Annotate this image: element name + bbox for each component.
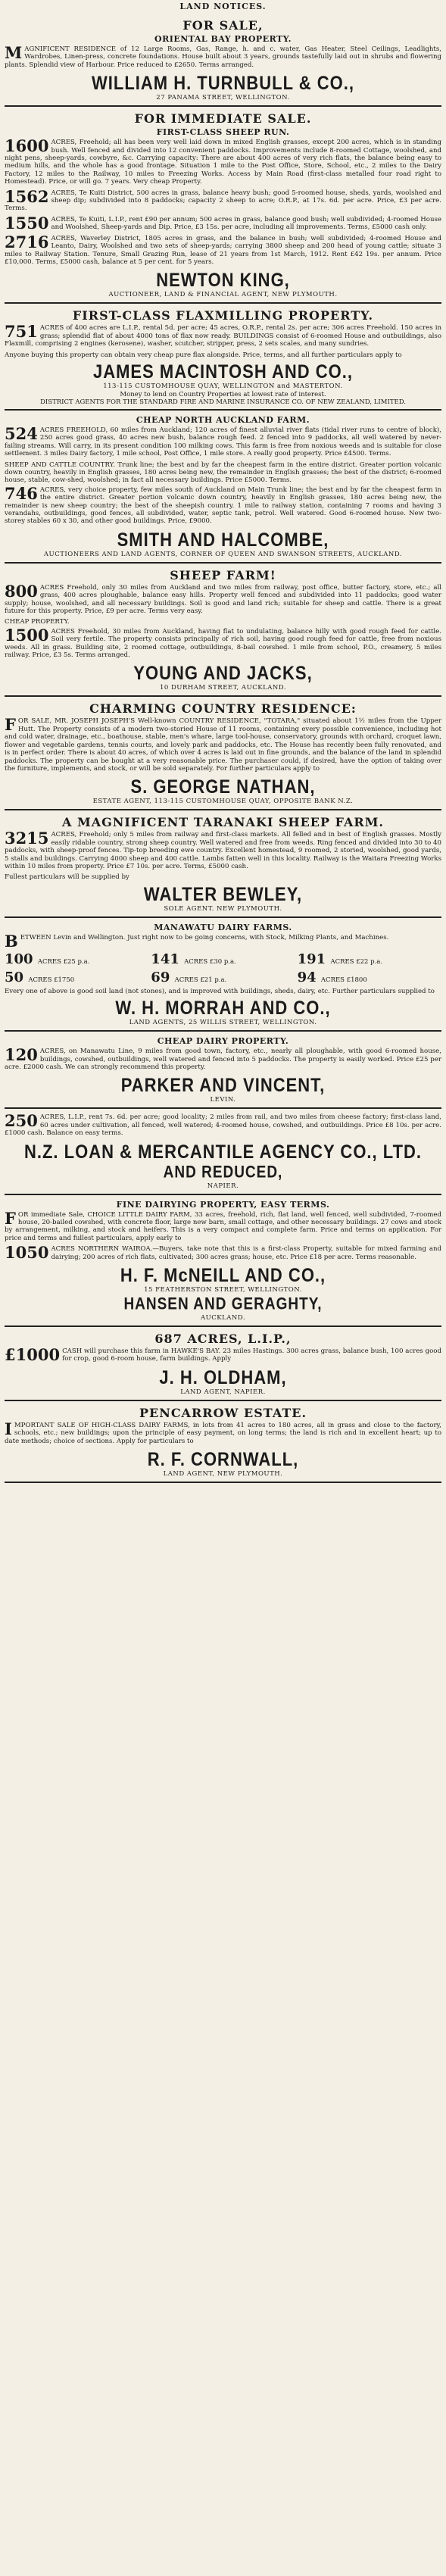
- ad-note: Anyone buying this property can obtain very cheap pure flax alongside. Price, terms, and all further particulars apply to: [5, 351, 402, 359]
- drop-cap: F: [5, 715, 16, 735]
- listing-acreage: 746: [5, 483, 38, 503]
- advertiser-address: SOLE AGENT. NEW PLYMOUTH.: [164, 904, 282, 913]
- listing-item: 2716 ACRES, Waverley District, 1805 acres in grass, and the balance in bush; well subdivided; 4-roomed House and Leanto, Dairy, Woolshed and two sets of sheep-yards; carrying 3800 sheep and 200 head of young cattle; situate 3 miles to Railway Station. Tenure, Small Grazing Run, lease of 21 years from 1st March, 1912. Rent £42 19s. per annum. Price £10,000. Terms, £5000 cash, balance at 5 per cent. for 5 years.: [5, 232, 441, 266]
- ad-heading: A MAGNIFICENT TARANAKI SHEEP FARM.: [62, 815, 384, 830]
- advertiser-name: HANSEN AND GERAGHTY,: [123, 1295, 323, 1314]
- listing-wrap: [5, 831, 441, 872]
- advertiser-address: ESTATE AGENT, 113-115 CUSTOMHOUSE QUAY, OPPOSITE BANK N.Z.: [92, 798, 354, 806]
- listing-wrap: [5, 213, 441, 233]
- listing-wrap: [5, 423, 441, 460]
- listing-acreage: 1550: [5, 213, 49, 233]
- listing-item: 1500 ACRES Freehold, 30 miles from Auckland, having flat to undulating, balance hilly with good rough feed for cattle. Soil very fertile. The property consists principally of rich soil, having good rough feed for cattle, free from noxious weeds. All in grass. Building site, 2 roomed cottage, outbuildings, 8-bail cowshed. 1 mile from school, P.O., creamery, 5 miles railway. Price, £3 5s. Terms arranged.: [5, 625, 441, 660]
- listing-acreage: 1500: [5, 625, 49, 645]
- listing-item: 250 ACRES, L.I.P., rent 7s. 6d. per acre; good locality; 2 miles from rail, and two miles from cheese factory; first-class land, 60 acres under cultivation, all fenced, well watered; 4-roomed house, cowshed, and outbuildings. Price £8 10s. per acre. £1000 cash. Balance on easy terms.: [5, 1111, 441, 1138]
- listing-wrap: [5, 1347, 441, 1365]
- advertisement: [5, 1327, 441, 1401]
- listing-wrap: [5, 625, 441, 661]
- ad-subheading: FIRST-CLASS SHEEP RUN.: [156, 127, 290, 138]
- acreage-number: 94: [297, 969, 321, 985]
- listing-wrap: [5, 232, 441, 268]
- advertiser-address: AUCTIONEERS AND LAND AGENTS, CORNER OF QUEEN AND SWANSON STREETS, AUCKLAND.: [43, 550, 403, 558]
- listing-wrap: [5, 1113, 441, 1138]
- listing-acreage: 800: [5, 581, 38, 601]
- advertisement: [5, 304, 441, 411]
- ad-heading: PENCARROW ESTATE.: [139, 1405, 307, 1420]
- listing-acreage: 751: [5, 322, 38, 342]
- listing-acreage: 1600: [5, 136, 49, 156]
- listing-acreage: 250: [5, 1111, 38, 1131]
- advertiser-address: AUCTIONEER, LAND & FINANCIAL AGENT, NEW PLYMOUTH.: [108, 291, 338, 299]
- advertiser-name: WILLIAM H. TURNBULL & CO.,: [92, 72, 354, 95]
- advertiser-name: W. H. MORRAH AND CO.,: [115, 997, 331, 1019]
- advertisements: [5, 14, 441, 1483]
- ad-subheading: ORIENTAL BAY PROPERTY.: [154, 34, 292, 44]
- listing-acreage: 1562: [5, 186, 49, 206]
- ad-footnote: DISTRICT AGENTS FOR THE STANDARD FIRE AND MARINE INSURANCE CO. OF NEW ZEALAND, LIMITED.: [40, 398, 406, 406]
- acreage-cell: [5, 951, 148, 967]
- acreage-number: 50: [5, 969, 29, 985]
- listing-acreage: 2716: [5, 232, 49, 251]
- listing-acreage: 120: [5, 1045, 38, 1065]
- advertisement: [5, 411, 441, 564]
- advertisement: [5, 14, 441, 107]
- listing-item: 751 ACRES of 400 acres are L.I.P., rental 5d. per acre; 45 acres, O.R.P., rental 2s. per acre; 306 acres Freehold. 150 acres in grass; splendid flat of about 4000 tons of flax now ready. BUILDINGS consist of 6-roomed House and outbuildings, also Flaxmill, comprising 2 engines (kerosene), washer, scutcher, stripper, press, 2 sets scales, and many sundries.: [5, 322, 441, 348]
- listing-item: 120 ACRES, on Manawatu Line, 9 miles from good town, factory, etc., nearly all ploughable, with good 6-roomed house, buildings, cowshed, outbuildings, well watered and fenced into 5 paddocks. The property is easily worked. Price £25 per acre. £2000 cash. We can strongly recommend this property.: [5, 1045, 441, 1071]
- listing-wrap: [5, 618, 441, 626]
- listing-wrap: [5, 136, 441, 187]
- ad-note: Every one of above is good soil land (not stones), and is improved with buildings, sheds, dairy, etc. Further particulars supplied to: [5, 987, 435, 995]
- advertiser-name: S. GEORGE NATHAN,: [130, 776, 316, 798]
- advertiser-name: H. F. McNEILL AND CO.,: [120, 1264, 326, 1286]
- advertisement: [5, 1401, 441, 1483]
- advertiser-name: N.Z. LOAN & MERCANTILE AGENCY CO., LTD.: [23, 1140, 423, 1163]
- listing-wrap: [5, 1245, 441, 1263]
- advertiser-name-cont: AND REDUCED,: [163, 1163, 283, 1182]
- advertiser-address: LEVIN.: [210, 1096, 236, 1104]
- advertiser-name: J. H. OLDHAM,: [159, 1366, 287, 1388]
- acreage-number: 100: [5, 951, 38, 967]
- ad-heading: FOR SALE,: [182, 18, 264, 33]
- listing-item: CHEAP PROPERTY.: [5, 618, 70, 626]
- advertisement: [5, 1032, 441, 1109]
- ad-body: FOR immediate Sale, CHOICE LITTLE DAIRY FARM, 33 acres, freehold, rich, flat land, well fenced, well subdivided, 7-roomed house, 20-bailed cowshed, with concrete floor, large new barn, small cottage, and other necessary buildings. 27 cows and stock by arrangement, milking, and stock and heifers. This is a very compact and complete farm. Price and terms on application. For price and terms and fullest particulars, apply early to: [5, 1208, 441, 1242]
- acreage-cell: [298, 970, 441, 985]
- advertiser-name: NEWTON KING,: [156, 269, 290, 292]
- listing-item: SHEEP AND CATTLE COUNTRY. Trunk line; the best and by far the cheapest farm in the entire district. Greater portion volcanic down country, heavily in English grasses, 180 acres being new, the remainder in English grasses; the best of the district; 6-roomed house, stable, cow-shed, woolshed; in fact all necessary buildings. Price £5000. Terms.: [5, 461, 441, 485]
- advertiser-address: 10 DURHAM STREET, AUCKLAND.: [159, 684, 287, 692]
- acreage-detail: ACRES £25 p.a.: [37, 957, 90, 966]
- ad-subheading: MANAWATU DAIRY FARMS.: [154, 922, 292, 932]
- acreage-number: 191: [297, 951, 331, 967]
- drop-cap: I: [5, 1419, 12, 1438]
- listing-wrap: [5, 1045, 441, 1073]
- advertiser-address: LAND AGENT, NAPIER.: [180, 1388, 266, 1396]
- ad-subheading: CHEAP NORTH AUCKLAND FARM.: [136, 414, 310, 425]
- listing-item: £1000 CASH will purchase this farm in HAWKE'S BAY. 23 miles Hastings. 300 acres grass, balance bush, 100 acres good for crop, good 6-room house, farm buildings. Apply: [5, 1345, 441, 1365]
- listing-acreage: 1050: [5, 1243, 49, 1263]
- ad-heading: FOR IMMEDIATE SALE.: [134, 111, 312, 126]
- advertisement: [5, 107, 441, 304]
- ad-heading: CHARMING COUNTRY RESIDENCE:: [89, 701, 357, 717]
- ad-footnote: Money to lend on Country Properties at lowest rate of interest.: [120, 390, 326, 398]
- listing-acreage: 524: [5, 423, 38, 443]
- advertisement: [5, 1195, 441, 1327]
- advertiser-address: LAND AGENT, NEW PLYMOUTH.: [163, 1470, 283, 1478]
- advertisement: [5, 697, 441, 810]
- listing-wrap: [5, 324, 441, 349]
- drop-cap: B: [5, 931, 18, 951]
- acreage-detail: ACRES £30 p.a.: [184, 957, 236, 966]
- ad-body: IMPORTANT SALE OF HIGH-CLASS DAIRY FARMS, in lots from 41 acres to 180 acres, all in grass and close to the factory, schools, etc.; new buildings; upon the principle of easy payment, on long terms; the land is rich and in excellent heart; up to date methods; choice of sections. Apply for particulars to: [5, 1419, 441, 1445]
- advertisement: [5, 918, 441, 1032]
- acreage-cell: [298, 951, 441, 967]
- advertisement: [5, 810, 441, 917]
- advertiser-name: JAMES MACINTOSH AND CO.,: [92, 360, 354, 382]
- ad-subheading: CHEAP DAIRY PROPERTY.: [157, 1036, 289, 1047]
- acreage-cell: [151, 951, 295, 967]
- advertiser-name: PARKER AND VINCENT,: [120, 1074, 326, 1097]
- listing-item: 1550 ACRES, Te Kuiti, L.I.P., rent £90 per annum; 500 acres in grass, balance good bush; well subdivided; 4-roomed House and Woolshed, Sheep-yards and Dip. Price, £3 15s. per acre, including all improvements. Terms, £5000 cash only.: [5, 213, 441, 233]
- advertiser-address: 27 PANAMA STREET, WELLINGTON.: [156, 94, 290, 102]
- listing-wrap: [5, 483, 441, 527]
- acreage-detail: ACRES £1800: [320, 976, 367, 984]
- advertiser-address: LAND AGENTS, 25 WILLIS STREET, WELLINGTON.: [129, 1019, 317, 1027]
- listing-wrap: [5, 461, 441, 485]
- listing-acreage: 3215: [5, 829, 49, 848]
- advertisement: [5, 564, 441, 698]
- acreage-detail: ACRES £1750: [28, 976, 75, 984]
- acreage-number: 141: [151, 951, 185, 967]
- listing-item: 1600 ACRES, Freehold; all has been very well laid down in mixed English grasses, except 200 acres, which is in standing bush. Well fenced and divided into 12 convenient paddocks. Improvements include 8-roomed Cottage, woolshed, and night pens, sheep-yards, cowbyre, &c. Carrying capacity: There are about 400 acres of very rich flats, the balance being easy to medium hills, and the whole has a good frontage. Situation 1 mile to the Post Office, Store, School, etc., 2 miles to the Dairy Factory, 12 miles to the Railway, 10 miles to Freezing Works. Access by Main Road (first-class metalled four road right to Homestead). Price, or will go. 7 years. Very cheap Property.: [5, 136, 441, 186]
- acreage-cell: [5, 970, 148, 985]
- advertiser-address: NAPIER.: [207, 1182, 239, 1190]
- ad-heading: 687 ACRES, L.I.P.,: [154, 1332, 292, 1347]
- acreage-row: [5, 970, 441, 985]
- listing-item: 1562 ACRES, Te Kuiti District, 500 acres in grass, balance heavy bush; good 5-roomed house, sheds, yards, woolshed and sheep dip; subdivided into 8 paddocks; capacity 2 sheep to acre; O.R.P., at 17s. 6d. per acre. Price, £3 per acre. Terms.: [5, 186, 441, 213]
- drop-cap: F: [5, 1208, 16, 1228]
- ad-body: FOR SALE, MR. JOSEPH JOSEPH'S Well-known COUNTRY RESIDENCE, "TOTARA," situated about 1½ miles from the Upper Hutt. The Property consists of a modern two-storied House of 11 rooms, containing every possible convenience, including hot and cold water, drainage, etc., boathouse, stable, men's whare, large tool-house, conservatory, grounds with orchard, croquet lawn, flower and vegetable gardens, tennis courts, and lovely park and paddocks, etc. The House has recently been fully renovated, and is in perfect order. There is about 40 acres, of which over 4 acres is laid out in fine grounds, and the balance of the land in splendid paddocks. The property can be bought at a very reasonable price. The purchaser could, if desired, have the option of taking over the furniture, implements, and stock, or will be sold separately. For further particulars apply to: [5, 715, 441, 773]
- advertiser-address: 113-115 CUSTOMHOUSE QUAY, WELLINGTON and MASTERTON.: [103, 382, 343, 390]
- advertiser-name: YOUNG AND JACKS,: [133, 662, 313, 685]
- acreage-cell: [151, 970, 295, 985]
- ad-body: BETWEEN Levin and Wellington. Just right now to be going concerns, with Stock, Milking Plants, and Machines.: [5, 931, 389, 951]
- listing-acreage: £1000: [5, 1345, 61, 1365]
- listing-item: 3215 ACRES, Freehold; only 5 miles from railway and first-class markets. All felled and in best of English grasses. Mostly easily ridable country, strong sheep country. Well watered and free from weeds. Ring fenced and divided into 30 to 40 paddocks, with sheep-proof fences. Tip-top breeding ewe country. Excellent homestead, 9 roomed, 2 storied, woolshed, good yards, 5 stalls and buildings. Carrying 4000 sheep and 400 cattle. Lambs fatten well in this locality. Railway is the Waitara Freezing Works within 10 miles from property. Price £7 10s. per acre. Terms, £5000 cash.: [5, 829, 441, 870]
- ad-note: Fullest particulars will be supplied by: [5, 873, 129, 882]
- advertiser-address: 15 FEATHERSTON STREET, WELLINGTON.: [144, 1286, 302, 1294]
- advertiser-address: AUCKLAND.: [200, 1314, 246, 1322]
- section-header: LAND NOTICES.: [179, 2, 267, 11]
- listing-wrap: [5, 186, 441, 214]
- ad-body: MAGNIFICENT RESIDENCE of 12 Large Rooms, Gas, Range, h. and c. water, Gas Heater, Steel Ceilings, Leadlights, Wardrobes, Linen-press, concrete foundations. House built about 3 years, grounds tastefully laid out in shrubs and flowering plants. Splendid view of Harbour. Price reduced to £2650. Terms arranged.: [5, 43, 441, 69]
- advertiser-name: R. F. CORNWALL,: [147, 1448, 299, 1470]
- ad-heading: SHEEP FARM!: [170, 567, 276, 582]
- advertiser-name: SMITH AND HALCOMBE,: [117, 528, 329, 551]
- advertiser-name: WALTER BEWLEY,: [143, 882, 303, 905]
- acreage-detail: ACRES £21 p.a.: [174, 976, 227, 984]
- advertisement: [5, 1109, 441, 1194]
- listing-item: 524 ACRES FREEHOLD, 60 miles from Auckland; 120 acres of finest alluvial river flats (tidal river runs to centre of block), 250 acres good grass, 40 acres new bush, balance rough feed. 2 fenced into 9 paddocks, all well watered by never-failing streams. Will carry, in its present condition 100 milking cows. This farm is free from noxious weeds and is suitable for close settlement. 3 miles Dairy factory, 1 mile school, Post Office, 1 mile store. A really good property. Price £4500. Terms.: [5, 423, 441, 458]
- acreage-detail: ACRES £22 p.a.: [330, 957, 383, 966]
- listing-item: 800 ACRES Freehold, only 30 miles from Auckland and two miles from railway, post office, butter factory, store, etc.; all grass, 400 acres ploughable, balance easy hills. Property well fenced and subdivided into 11 paddocks; good water supply; house, woolshed, and all necessary buildings. Soil is good and land rich; suitable for sheep and cattle. There is a great future for this property. Price, £9 per acre. Terms very easy.: [5, 581, 441, 616]
- acreage-row: [5, 951, 441, 967]
- listing-item: 1050 ACRES NORTHERN WAIROA.—Buyers, take note that this is a first-class Property, suitable for mixed farming and dairying; 200 acres of rich flats, cultivated; 300 acres grass; house, etc. Price £18 per acre. Terms reasonable.: [5, 1243, 441, 1263]
- listing-item: 746 ACRES, very choice property, few miles south of Auckland on Main Trunk line; the best and by far the cheapest farm in the entire district. Greater portion volcanic down country, heavily in English grasses, 180 acres being new, the remainder is new sheep country; the best of the sheepish country. 1 mile to railway station, containing 7 rooms and having 3 verandahs, outbuildings, good fences, all subdivided, water, septic tank, petrol. Well watered. Good 6-roomed house. New two-storey stables 60 x 30, and other good buildings. Price, £9000.: [5, 483, 441, 526]
- ad-heading: FIRST-CLASS FLAXMILLING PROPERTY.: [72, 308, 374, 323]
- ad-subheading: FINE DAIRYING PROPERTY, EASY TERMS.: [116, 1199, 330, 1210]
- listing-wrap: [5, 581, 441, 617]
- acreage-number: 69: [151, 969, 175, 985]
- drop-cap: M: [5, 43, 23, 62]
